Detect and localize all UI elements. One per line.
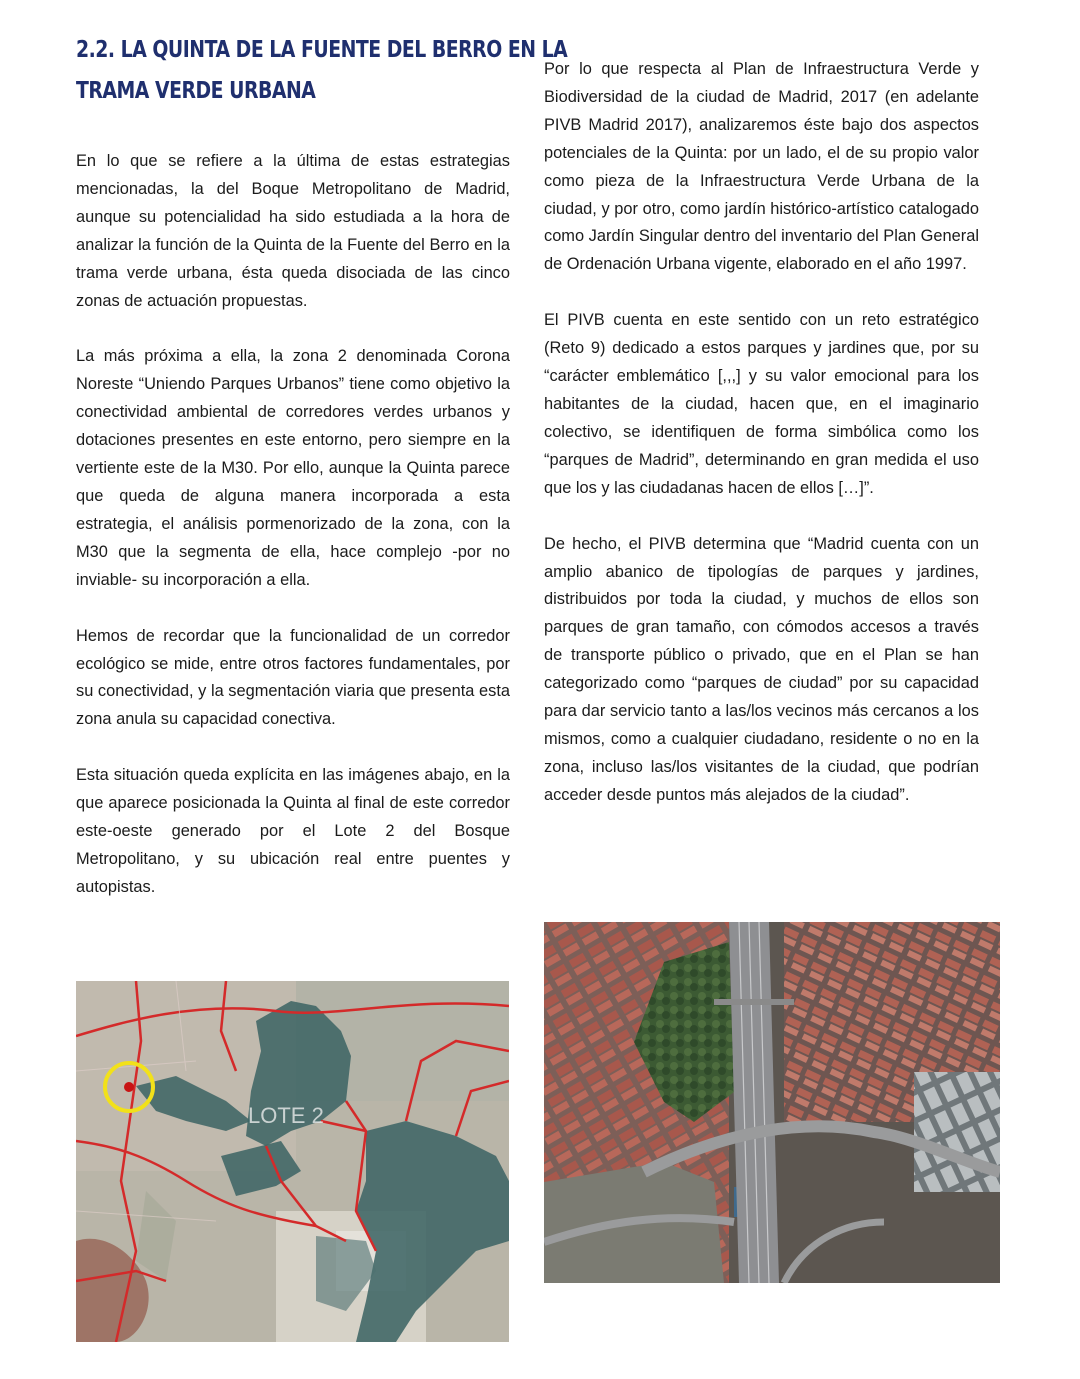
map-graphic bbox=[76, 981, 509, 1342]
section-title-line-2: TRAMA VERDE URBANA bbox=[76, 78, 316, 104]
left-paragraph: La más próxima a ella, la zona 2 denominada Corona Noreste “Uniendo Parques Urbanos” tiene como objetivo la conectividad ambiental de corredores verdes urbanos y dotaciones presentes en este entorno, pero siempre en la vertiente este de la M30. Por ello, aunque la Quinta parece que queda de alguna manera incorporada a esta estrategia, el análisis pormenorizado de la zona, con la M30 que la segmenta de ella, hace complejo -por no inviable- su incorporación a ella. bbox=[76, 347, 510, 589]
left-column bbox=[76, 30, 568, 930]
section-title-line-1: 2.2. LA QUINTA DE LA FUENTE DEL BERRO EN LA bbox=[76, 37, 568, 63]
lote-2-label: LOTE 2 bbox=[248, 1103, 324, 1128]
right-paragraph: Por lo que respecta al Plan de Infraestructura Verde y Biodiversidad de la ciudad de Madrid, 2017 (en adelante PIVB Madrid 2017), analizaremos éste bajo dos aspectos potenciales de la Quinta: por un lado, el de su propio valor como pieza de la Infraestructura Verde Urbana de la ciudad, y por otro, como jardín histórico-artístico catalogado como Jardín Singular dentro del inventario del Plan General de Ordenación Urbana vigente, elaborado en el año 1997. bbox=[544, 60, 979, 274]
left-paragraph: En lo que se refiere a la última de estas estrategias mencionadas, la del Boque Metropolitano de Madrid, aunque su potencialidad ha sido estudiada a la hora de analizar la función de la Quinta de la Fuente del Berro en la trama verde urbana, ésta queda disociada de las cinco zonas de actuación propuestas. bbox=[76, 152, 510, 310]
right-paragraph: De hecho, el PIVB determina que “Madrid cuenta con un amplio abanico de tipologías de parques y jardines, distribuidos por toda la ciudad, y muchos de ellos son parques de gran tamaño, con cómodos accesos a través de transporte público o privado, que en el Plan se han categorizado como “parques de ciudad” por su capacidad para dar servicio tanto a las/los vecinos más cercanos a los mismos, como a cualquier ciudadano, residente o no en la zona, incluso las/los visitantes de la ciudad, que podrían acceder desde puntos más alejados de la ciudad”. bbox=[544, 534, 979, 804]
left-paragraph: Hemos de recordar que la funcionalidad de un corredor ecológico se mide, entre otros factores fundamentales, por su conectividad, y la segmentación viaria que presenta esta zona anula su capacidad conectiva. bbox=[76, 626, 510, 729]
right-paragraph: El PIVB cuenta en este sentido con un reto estratégico (Reto 9) dedicado a estos parques y jardines que, por su “carácter emblemático [,,,] y su valor emocional para los habitantes de la ciudad, hacen que, en el imaginario colectivo, se identifiquen de forma simbólica como los “parques de Madrid”, determinando en gran medida el uso que los y las ciudadanas hacen de ellos […]”. bbox=[544, 311, 979, 497]
right-column bbox=[544, 56, 979, 838]
section-title bbox=[76, 30, 568, 112]
aerial-photo-image bbox=[544, 922, 1000, 1283]
aerial-graphic bbox=[544, 922, 1000, 1283]
lote-2-map-image bbox=[76, 981, 509, 1342]
quinta-location-dot bbox=[124, 1082, 134, 1092]
left-paragraph: Esta situación queda explícita en las imágenes abajo, en la que aparece posicionada la Quinta al final de este corredor este-oeste generado por el Lote 2 del Bosque Metropolitano, y su ubicación real entre puentes y autopistas. bbox=[76, 766, 510, 896]
